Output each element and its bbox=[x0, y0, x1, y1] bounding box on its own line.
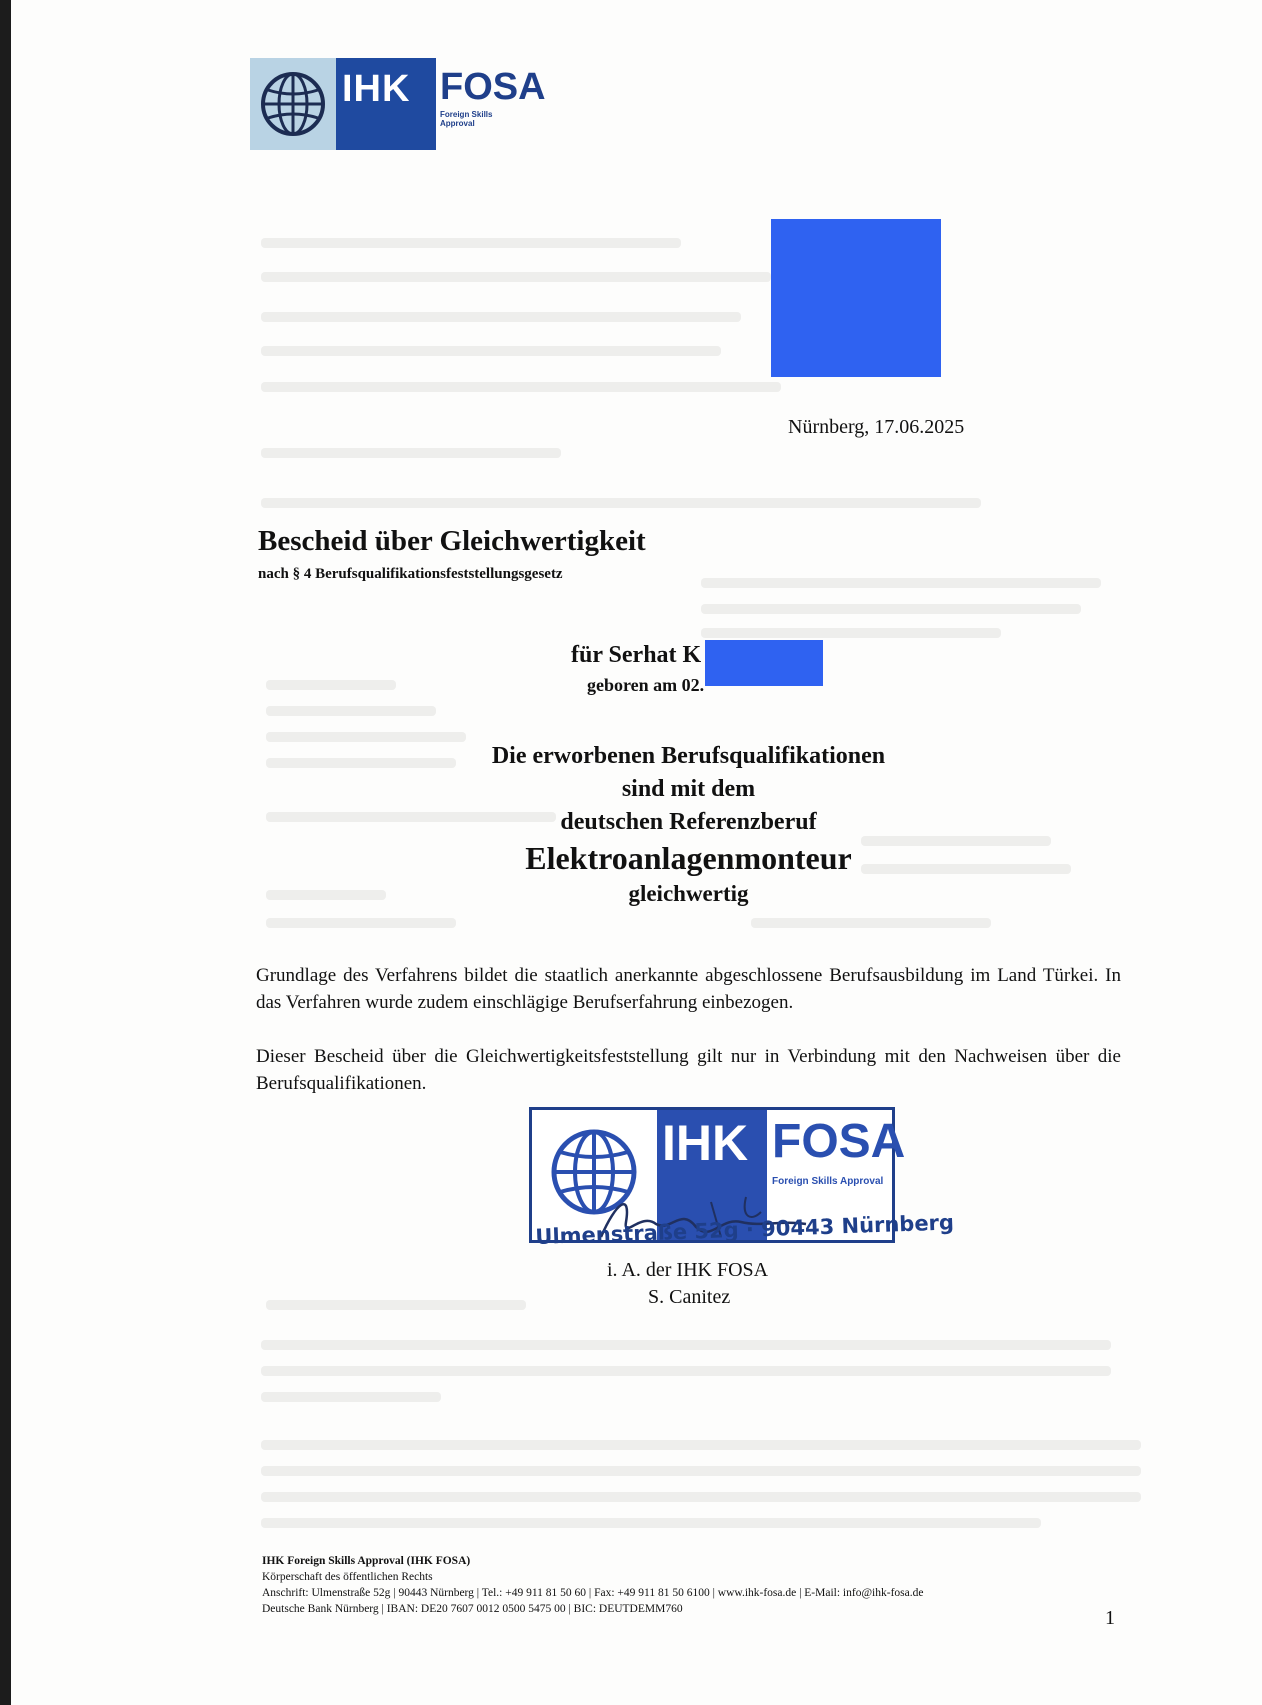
show-through-line bbox=[261, 238, 681, 248]
footer-bank: Deutsche Bank Nürnberg | IBAN: DE20 7607 0012 0500 5475 00 | BIC: DEUTDEMM760 bbox=[262, 1603, 683, 1615]
signer-name: S. Canitez bbox=[648, 1286, 731, 1308]
logo-ihk-text: IHK bbox=[342, 68, 411, 110]
show-through-line bbox=[266, 1300, 526, 1310]
show-through-line bbox=[261, 346, 721, 356]
redaction-box-address bbox=[771, 219, 941, 377]
show-through-line bbox=[701, 628, 1001, 638]
ihk-fosa-logo bbox=[250, 58, 546, 150]
show-through-line bbox=[261, 272, 771, 282]
show-through-line bbox=[701, 604, 1081, 614]
on-behalf-line: i. A. der IHK FOSA bbox=[607, 1259, 769, 1281]
logo-tagline: Foreign Skills Approval bbox=[440, 110, 493, 128]
show-through-line bbox=[261, 1340, 1111, 1350]
document-subtitle: nach § 4 Berufsqualifikationsfeststellungsgesetz bbox=[258, 566, 563, 582]
page-number: 1 bbox=[1105, 1607, 1115, 1629]
stamp-fosa-text: FOSA bbox=[772, 1115, 906, 1168]
show-through-line bbox=[261, 498, 981, 508]
redaction-box-name bbox=[705, 640, 823, 686]
show-through-line bbox=[261, 382, 781, 392]
globe-icon bbox=[250, 58, 336, 150]
show-through-line bbox=[261, 312, 741, 322]
equivalence-statement bbox=[391, 740, 986, 910]
stamp-address: Ulmenstraße 52g · 90443 Nürnberg bbox=[535, 1210, 955, 1249]
date-line: Nürnberg, 17.06.2025 bbox=[788, 416, 965, 438]
stamp-tagline: Foreign Skills Approval bbox=[772, 1176, 884, 1187]
globe-icon-box bbox=[250, 58, 336, 150]
logo-fosa-text: FOSA bbox=[440, 66, 546, 108]
show-through-line bbox=[266, 918, 456, 928]
statement-line-5: gleichwertig bbox=[628, 881, 749, 906]
footer-address: Anschrift: Ulmenstraße 52g | 90443 Nürnberg | Tel.: +49 911 81 50 60 | Fax: +49 911 81 50 6100 | www.ihk-fosa.de | E-Mail: info@ihk-fosa.de bbox=[262, 1587, 924, 1599]
letterhead-footer bbox=[262, 1553, 1062, 1617]
show-through-line bbox=[266, 890, 386, 900]
document-title: Bescheid über Gleichwertigkeit bbox=[258, 525, 646, 557]
validity-paragraph: Dieser Bescheid über die Gleichwertigkeitsfeststellung gilt nur in Verbindung mit den Nachweisen über die Berufsqualifikationen. bbox=[256, 1046, 1121, 1094]
show-through-line bbox=[261, 1492, 1141, 1502]
show-through-line bbox=[261, 448, 561, 458]
show-through-line bbox=[261, 1518, 1041, 1528]
document-page bbox=[11, 0, 1262, 1705]
reference-profession: Elektroanlagenmonteur bbox=[525, 840, 852, 876]
recipient-birthdate: geboren am 02. bbox=[587, 675, 705, 695]
statement-line-3: deutschen Referenzberuf bbox=[560, 809, 817, 835]
basis-paragraph: Grundlage des Verfahrens bildet die staatlich anerkannte abgeschlossene Berufsausbildung im Land Türkei. In das Verfahren wurde zudem einschlägige Berufserfahrung einbezogen. bbox=[256, 965, 1121, 1013]
show-through-line bbox=[266, 706, 436, 716]
show-through-line bbox=[266, 680, 396, 690]
footer-org: IHK Foreign Skills Approval (IHK FOSA) bbox=[262, 1555, 471, 1567]
show-through-line bbox=[261, 1392, 441, 1402]
show-through-line bbox=[261, 1366, 1111, 1376]
stamp-ihk-text: IHK bbox=[662, 1115, 749, 1171]
show-through-line bbox=[751, 918, 991, 928]
show-through-line bbox=[261, 1440, 1141, 1450]
recipient-name: für Serhat K bbox=[571, 642, 702, 668]
statement-line-2: sind mit dem bbox=[621, 776, 756, 802]
show-through-line bbox=[261, 1466, 1141, 1476]
show-through-line bbox=[701, 578, 1101, 588]
statement-line-1: Die erworbenen Berufsqualifikationen bbox=[491, 743, 886, 769]
footer-legal: Körperschaft des öffentlichen Rechts bbox=[262, 1571, 433, 1583]
